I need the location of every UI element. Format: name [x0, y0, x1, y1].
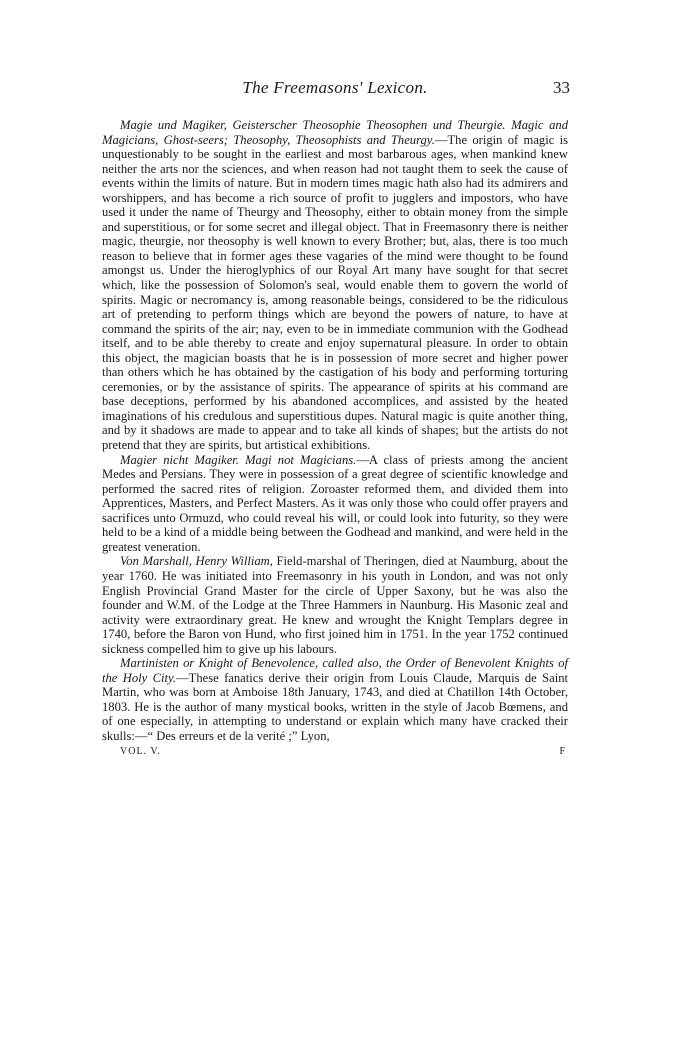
page-body	[102, 118, 568, 744]
book-page	[102, 78, 568, 762]
running-title: The Freemasons' Lexicon.	[242, 78, 428, 97]
signature-mark: F	[559, 745, 566, 757]
entry-text: Field-marshal of Theringen, died at Naumburg, about the year 1760. He was initiated into Freemasonry in his youth in London, and was not only English Provincial Grand Master for the circle of Upper Saxony, but he was also the founder and W.M. of the Lodge at the Three Hammers in Naunburg. His Masonic zeal and activity were extraordinary great. He knew and wrought the Knight Templars degree in 1740, before the Baron von Hund, who first joined him in 1751. In the year 1752 continued sickness compelled him to give up his labours.	[102, 554, 569, 656]
entry-heading: Von Marshall, Henry William,	[120, 554, 273, 569]
volume-mark: VOL. V.	[120, 745, 161, 757]
entry-text: —A class of priests among the ancient Medes and Persians. They were in possession of a great degree of scientific knowledge and performed the sacred rites of religion. Zoroaster reformed them, and divided them into Apprentices, Masters, and Perfect Masters. As it was only those who could offer prayers and sacrifices unto Ormuzd, who could reveal his will, or could look into futurity, so they were held to be a kind of a middle being between the Godhead and mankind, and were held in the greatest veneration.	[102, 452, 568, 554]
entry-heading: Martinisten or Knight of Benevolence, called also, the Order of Benevolent Knights of the Holy City.	[102, 656, 568, 685]
entry-magi	[102, 453, 568, 555]
entry-von-marshall	[102, 554, 568, 656]
entry-martinisten	[102, 656, 568, 743]
page-number: 33	[553, 78, 570, 97]
entry-heading: Magie und Magiker, Geisterscher Theosophie Theosophen und Theurgie. Magic and Magicians, Ghost-seers; Theosophy, Theosophists and Theurgy.	[102, 118, 568, 147]
entry-text: —These fanatics derive their origin from Louis Claude, Marquis de Saint Martin, who was born at Amboise 18th January, 1743, and died at Chatillon 14th October, 1803. He is the author of many mystical books, written in the style of Jacob Bœmens, and of one especially, in attempting to understand or explain which many have cracked their skulls:—“ Des erreurs et de la verité ;” Lyon,	[102, 670, 568, 743]
page-header	[102, 78, 568, 104]
entry-heading: Magier nicht Magiker. Magi not Magicians.	[120, 452, 357, 467]
entry-text: —The origin of magic is unquestionably to be sought in the earliest and most barbarous ages, when mankind knew neither the arts nor the sciences, and when reason had not taught them to seek the cause of events within the limits of nature. But in modern times magic hath also had its admirers and worshippers, and has become a rich source of profit to jugglers and impostors, who have used it under the name of Theurgy and Theosophy, either to obtain money from the simple and superstitious, or for some secret and illegal object. That in Freemasonry there is neither magic, theurgie, nor theosophy is well known to every Brother; but, alas, there is too much reason to believe that in former ages these vagaries of the mind were thought to be found amongst us. Under the hieroglyphics of our Royal Art many have sought for that secret which, like the possession of Solomon's seal, would enable them to govern the world of spirits. Magic or necromancy is, among reasonable beings, considered to be the ridiculous art of pretending to perform things which are beyond the powers of nature, to have at command the spirits of the air; nay, even to be in immediate communion with the Godhead itself, and to be able thereby to create and enjoy supernatural pleasure. In order to obtain this object, the magician boasts that he is in possession of more secret and higher power than others which he has obtained by the castigation of his body and performing torturing ceremonies, or by the assistance of spirits. The appearance of spirits at his command are base deceptions, performed by his abandoned accomplices, and assisted by the heated imaginations of his credulous and superstitious dupes. Natural magic is quite another thing, and by it shadows are made to appear and to take all kinds of shapes; but the artists do not pretend that they are spirits, but artistical exhibitions.	[102, 132, 568, 453]
page-footer	[102, 746, 568, 762]
entry-magic	[102, 118, 568, 453]
